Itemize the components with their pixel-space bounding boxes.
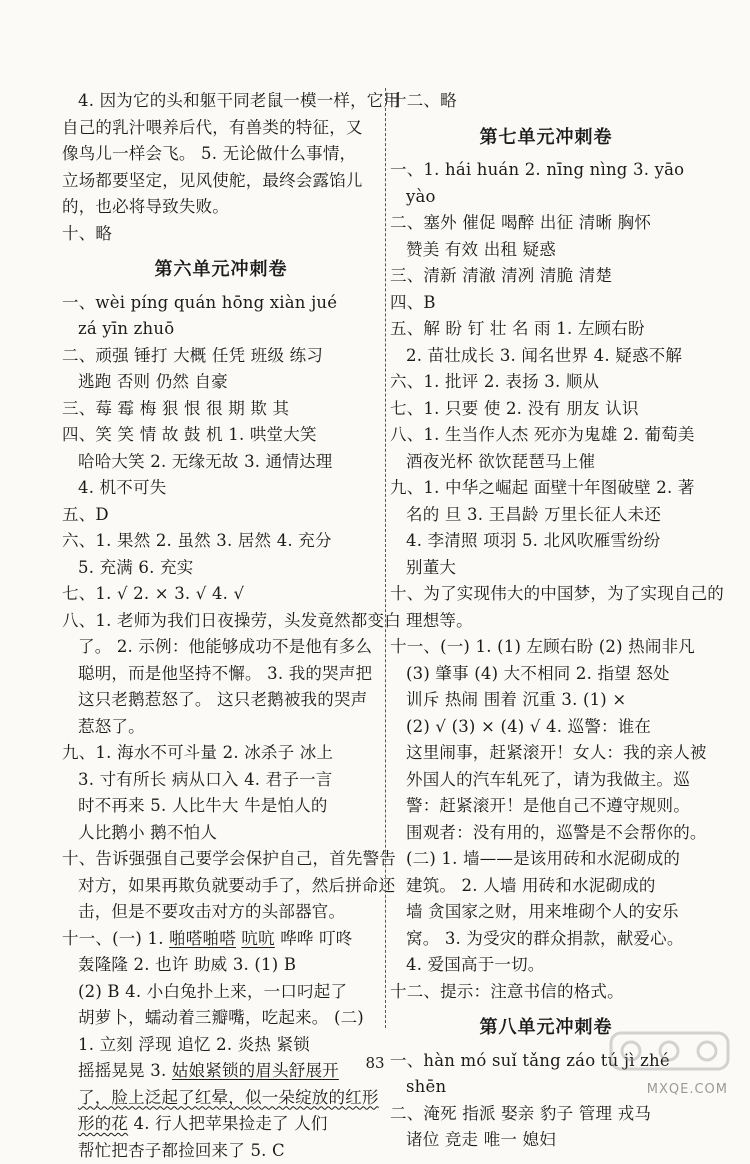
answer-line: 胡萝卜，蠕动着三瓣嘴，吃起来。 (二) [62,1005,380,1032]
answer-line: (2) B 4. 小白兔扑上来，一口叼起了 [62,979,380,1006]
answer-line: 三、清新 清澈 清冽 清脆 清楚 [390,263,702,290]
answer-line: 十、告诉强强自己要学会保护自己，首先警告 [62,846,380,873]
answer-line: 这里闹事，赶紧滚开！女人：我的亲人被 [390,740,702,767]
answer-line: 五、解 盼 钉 壮 名 雨 1. 左顾右盼 [390,316,702,343]
answer-line: 4. 因为它的头和躯干同老鼠一模一样，它用 [62,88,380,115]
answer-line: 诸位 竞走 唯一 媳妇 [390,1127,702,1154]
answer-line: 二、淹死 指派 娶亲 豹子 管理 戎马 [390,1101,702,1128]
answer-line: 帮忙把杏子都捡回来了 5. C [62,1138,380,1164]
answer-line: 窝。 3. 为受灾的群众捐款，献爱心。 [390,926,702,953]
answer-line: 七、1. √ 2. × 3. √ 4. √ [62,581,380,608]
answer-line: 4. 爱国高于一切。 [390,952,702,979]
answer-line: 九、1. 海水不可斗量 2. 冰杀子 冰上 [62,740,380,767]
answer-line: zá yīn zhuō [62,316,380,343]
answer-line: 训斥 热闹 围着 沉重 3. (1) × [390,687,702,714]
answer-line: 击，但是不要攻击对方的头部器官。 [62,899,380,926]
answer-line: 对方，如果再欺负就要动手了，然后拼命还 [62,873,380,900]
column-divider [385,88,386,1028]
answer-line: 八、1. 老师为我们日夜操劳，头发竟然都变白 [62,608,380,635]
answer-line: 1. 立刻 浮现 追忆 2. 炎热 紧锁 [62,1032,380,1059]
answer-line: 九、1. 中华之崛起 面壁十年图破壁 2. 著 [390,475,702,502]
section-heading: 第六单元冲刺卷 [62,257,380,284]
answer-line: 这只老鹅惹怒了。 这只老鹅被我的哭声 [62,687,380,714]
section-heading: 第七单元冲刺卷 [390,125,702,152]
answer-line: 四、笑 笑 情 故 鼓 机 1. 哄堂大笑 [62,422,380,449]
answer-line: 十、为了实现伟大的中国梦，为了实现自己的 [390,581,702,608]
answer-line: 一、1. hái huán 2. nīng nìng 3. yāo [390,157,702,184]
answer-line: shēn [390,1074,702,1101]
answer-line: 时不再来 5. 人比牛大 牛是怕人的 [62,793,380,820]
answer-line: 一、hàn mó suǐ tǎng záo tú jì zhé [390,1048,702,1075]
answer-line: 赞美 有效 出租 疑惑 [390,237,702,264]
answer-line: yào [390,184,702,211]
answer-line: 哈哈大笑 2. 无缘无故 3. 通情达理 [62,449,380,476]
answer-line: 逃跑 否则 仍然 自豪 [62,369,380,396]
answer-line: (2) √ (3) × (4) √ 4. 巡警：谁在 [390,714,702,741]
answer-line: 名的 旦 3. 王昌龄 万里长征人未还 [390,502,702,529]
answer-line: 警：赶紧滚开！是他自己不遵守规则。 [390,793,702,820]
answer-line: 像鸟儿一样会飞。 5. 无论做什么事情， [62,141,380,168]
answer-line: 十、略 [62,221,380,248]
answer-line: 5. 充满 6. 充实 [62,555,380,582]
answer-line: 七、1. 只要 使 2. 没有 朋友 认识 [390,396,702,423]
answer-line: 2. 苗壮成长 3. 闻名世界 4. 疑惑不解 [390,343,702,370]
right-column [390,88,702,1154]
answer-line: 十二、提示：注意书信的格式。 [390,979,702,1006]
answer-line: 二、顽强 锤打 大概 任凭 班级 练习 [62,343,380,370]
section-heading: 第八单元冲刺卷 [390,1015,702,1042]
answer-line: 形的花 4. 行人把苹果捡走了 人们 [62,1111,380,1138]
answer-line: (3) 肇事 (4) 大不相同 2. 指望 怒处 [390,661,702,688]
answer-line: 别董大 [390,555,702,582]
answer-line: 摇摇晃晃 3. 姑娘紧锁的眉头舒展开 [62,1058,380,1085]
answer-line: 了。 2. 示例：他能够成功不是他有多么 [62,634,380,661]
answer-line: 的，也必将导致失败。 [62,194,380,221]
answer-line: 墙 贪国家之财，用来堆砌个人的安乐 [390,899,702,926]
answer-line: 十一、(一) 1. 啪嗒啪嗒 吭吭 哗哗 叮咚 [62,926,380,953]
answer-line: 八、1. 生当作人杰 死亦为鬼雄 2. 葡萄美 [390,422,702,449]
answer-line: 人比鹅小 鹅不怕人 [62,820,380,847]
answer-line: 立场都要坚定，见风使舵，最终会露馅儿 [62,168,380,195]
answer-line: 外国人的汽车轧死了，请为我做主。巡 [390,767,702,794]
answer-line: 二、塞外 催促 喝醉 出征 清晰 胸怀 [390,210,702,237]
answer-line: 十二、略 [390,88,702,115]
left-column [62,88,380,1164]
answer-line: 轰隆隆 2. 也许 助威 3. (1) B [62,952,380,979]
answer-line: 酒夜光杯 欲饮琵琶马上催 [390,449,702,476]
answer-line: 理想等。 [390,608,702,635]
answer-line: 十一、(一) 1. (1) 左顾右盼 (2) 热闹非凡 [390,634,702,661]
answer-line: 4. 机不可失 [62,475,380,502]
page-number: 83 [0,1054,750,1072]
answer-line: 六、1. 批评 2. 表扬 3. 顺从 [390,369,702,396]
answer-line: 五、D [62,502,380,529]
answer-line: 4. 李清照 项羽 5. 北风吹雁雪纷纷 [390,528,702,555]
answer-line: 3. 寸有所长 病从口入 4. 君子一言 [62,767,380,794]
answer-line: 了，脸上泛起了红晕，似一朵绽放的红形 [62,1085,380,1112]
answer-line: (二) 1. 墙——是该用砖和水泥砌成的 [390,846,702,873]
answer-line: 围观者：没有用的，巡警是不会帮你的。 [390,820,702,847]
answer-line: 三、莓 霉 梅 狠 恨 很 期 欺 其 [62,396,380,423]
answer-line: 一、wèi píng quán hōng xiàn jué [62,290,380,317]
watermark-text: MXQE.COM [647,1082,728,1097]
answer-line: 聪明，而是他坚持不懈。 3. 我的哭声把 [62,661,380,688]
answer-line: 建筑。 2. 人墙 用砖和水泥砌成的 [390,873,702,900]
answer-line: 自己的乳汁喂养后代，有兽类的特征，又 [62,115,380,142]
answer-line: 四、B [390,290,702,317]
answer-line: 惹怒了。 [62,714,380,741]
answer-line: 六、1. 果然 2. 虽然 3. 居然 4. 充分 [62,528,380,555]
